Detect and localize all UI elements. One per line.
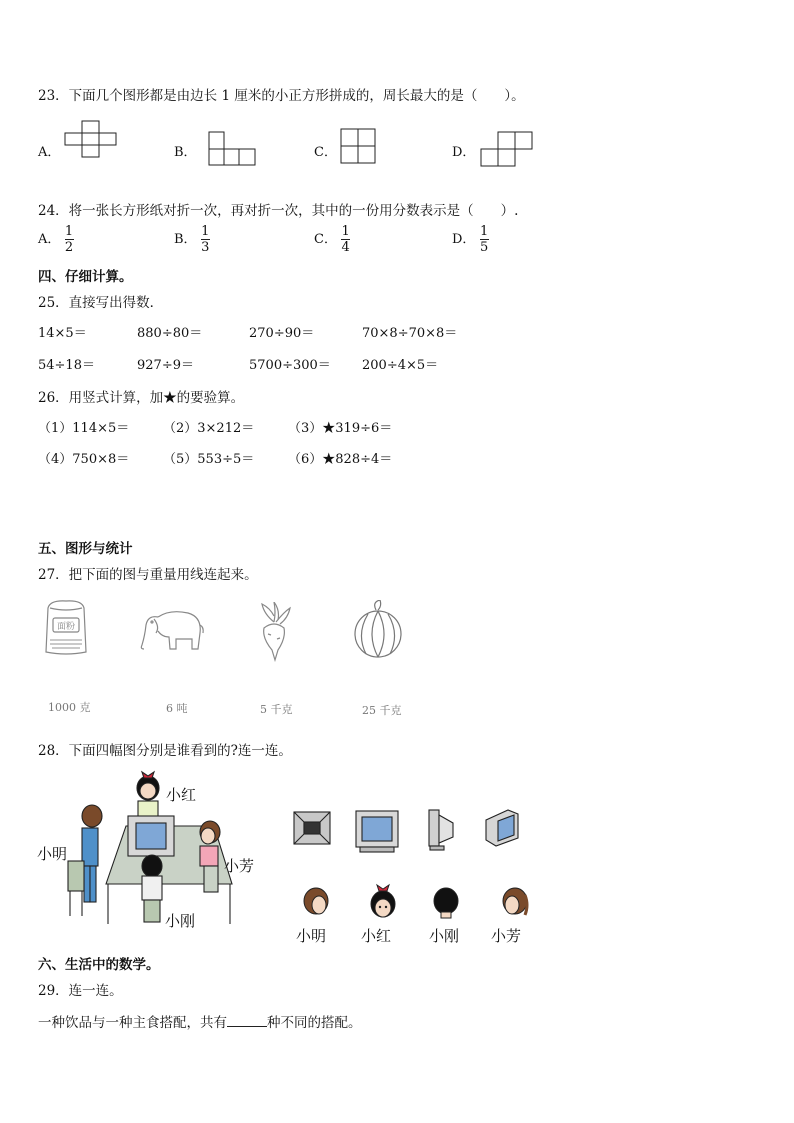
q25-calc-2: 880÷80＝	[137, 326, 203, 341]
q25-calc-4: 70×8÷70×8＝	[362, 326, 458, 341]
q25-calc-1: 14×5＝	[38, 326, 87, 341]
q24-text: 24．将一张长方形纸对折一次，再对折一次，其中的一份用分数表示是（ ）.	[38, 203, 519, 219]
flour-bag-image[interactable]	[42, 598, 90, 658]
q26-text: 26．用竖式计算，加★的要验算。	[38, 390, 245, 406]
weight-label-2[interactable]: 6 吨	[166, 702, 188, 715]
head-label-xiaohong[interactable]: 小红	[361, 927, 392, 945]
fraction-one-fifth	[480, 224, 489, 255]
flour-bag-label: 面粉	[56, 622, 76, 632]
scene-label-xiaogang: 小刚	[165, 912, 196, 930]
q24-option-d[interactable]	[452, 224, 489, 255]
weight-label-4[interactable]: 25 千克	[362, 704, 402, 717]
fraction-one-half	[65, 224, 74, 255]
q29-sentence-start: 一种饮品与一种主食搭配，共有	[38, 1015, 227, 1031]
q26-calc-1: （1）114×5＝	[38, 421, 130, 436]
q23-option-a-label: A．	[38, 145, 61, 160]
fraction-one-third	[201, 224, 210, 255]
q29-sentence-end: 种不同的搭配。	[267, 1015, 362, 1031]
q25-calc-6: 927÷9＝	[137, 358, 194, 373]
denominator: 5	[479, 240, 489, 255]
radish-image[interactable]	[254, 602, 294, 662]
q26-calc-6: （6）★828÷4＝	[288, 452, 393, 467]
q23-text: 23．下面几个图形都是由边长 1 厘米的小正方形拼成的，周长最大的是（ ）。	[38, 88, 525, 104]
monitor-view-back[interactable]	[292, 810, 332, 848]
head-label-xiaoming[interactable]: 小明	[296, 927, 327, 945]
q24-option-a[interactable]	[38, 224, 74, 255]
q29-answer-blank[interactable]	[227, 1014, 267, 1027]
section-5-heading: 五、图形与统计	[38, 541, 133, 557]
q24-option-c[interactable]	[314, 224, 350, 255]
monitor-view-angled[interactable]	[482, 806, 522, 850]
monitor-view-front[interactable]	[354, 809, 402, 855]
head-icon-xiaoming	[302, 885, 332, 921]
head-label-xiaogang[interactable]: 小刚	[429, 927, 460, 945]
q25-calc-5: 54÷18＝	[38, 358, 95, 373]
q23-figure-b[interactable]	[208, 131, 258, 167]
q24-option-c-label: C．	[314, 232, 337, 247]
head-icon-xiaogang	[432, 885, 460, 921]
q25-calc-7: 5700÷300＝	[249, 358, 331, 373]
q26-calc-5: （5）553÷5＝	[163, 452, 255, 467]
fraction-one-quarter	[341, 224, 350, 255]
numerator: 1	[201, 224, 210, 239]
q24-option-d-label: D．	[452, 232, 476, 247]
scene-label-xiaofang: 小芳	[224, 857, 255, 875]
q23-figure-c[interactable]	[340, 128, 378, 166]
q26-calc-3: （3）★319÷6＝	[288, 421, 393, 436]
scene-label-xiaoming: 小明	[37, 845, 68, 863]
q28-text: 28．下面四幅图分别是谁看到的?连一连。	[38, 743, 292, 759]
head-icon-xiaohong	[368, 883, 398, 921]
scene-label-xiaohong: 小红	[166, 786, 197, 804]
numerator: 1	[341, 224, 350, 239]
q23-option-b-label: B．	[174, 145, 197, 160]
q27-text: 27．把下面的图与重量用线连起来。	[38, 567, 258, 583]
weight-label-3[interactable]: 5 千克	[260, 703, 293, 716]
numerator: 1	[479, 224, 489, 239]
head-icon-xiaofang	[499, 885, 531, 921]
section-4-heading: 四、仔细计算。	[38, 269, 133, 285]
denominator: 2	[64, 240, 74, 255]
q23-figure-d[interactable]	[479, 131, 535, 169]
q25-calc-3: 270÷90＝	[249, 326, 315, 341]
section-6-heading: 六、生活中的数学。	[38, 957, 160, 973]
q29-text: 29．连一连。	[38, 983, 123, 999]
watermelon-image[interactable]	[352, 600, 404, 660]
q25-text: 25．直接写出得数．	[38, 295, 164, 311]
q23-option-c-label: C．	[314, 145, 337, 160]
denominator: 3	[201, 240, 210, 255]
q24-option-a-label: A．	[38, 232, 61, 247]
elephant-image[interactable]	[136, 605, 206, 655]
q24-option-b-label: B．	[174, 232, 197, 247]
numerator: 1	[64, 224, 74, 239]
weight-label-1[interactable]: 1000 克	[48, 701, 91, 714]
head-label-xiaofang[interactable]: 小芳	[491, 927, 522, 945]
q23-option-d-label: D．	[452, 145, 476, 160]
q26-calc-4: （4）750×8＝	[38, 452, 130, 467]
q29-sentence	[38, 1011, 362, 1031]
q23-figure-a[interactable]	[64, 120, 118, 160]
q24-option-b[interactable]	[174, 224, 210, 255]
q25-calc-8: 200÷4×5＝	[362, 358, 439, 373]
classroom-scene	[36, 766, 266, 928]
q26-calc-2: （2）3×212＝	[163, 421, 255, 436]
denominator: 4	[341, 240, 350, 255]
monitor-view-side[interactable]	[426, 807, 458, 853]
